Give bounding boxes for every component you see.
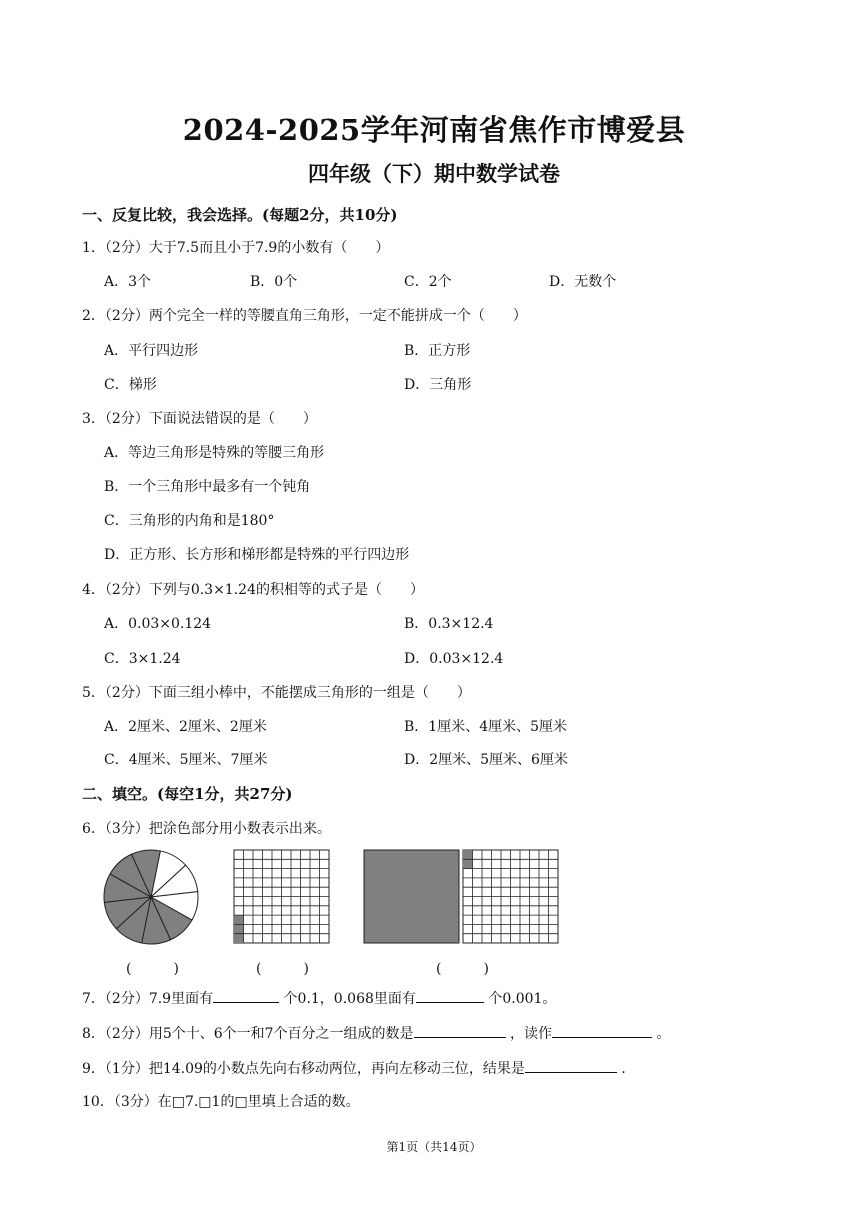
page-title: 2024-2025学年河南省焦作市博爱县	[182, 113, 686, 147]
question-8	[82, 1023, 670, 1043]
shaded-cell	[234, 924, 244, 933]
question-10-stem: 10．（3分）在□7.□1的□里填上合适的数。	[82, 1094, 360, 1110]
question-9-part2: ．	[621, 1061, 636, 1077]
question-9-part1: 9．（1分）把14.09的小数点先向右移动两位，再向左移动三位，结果是	[82, 1061, 525, 1077]
question-3-option-b: B．一个三角形中最多有一个钝角	[104, 479, 311, 495]
question-1-option-b: B．0个	[250, 274, 298, 290]
question-3-stem: 3．（2分）下面说法错误的是（ ）	[82, 411, 317, 427]
question-1-option-a: A．3个	[104, 274, 152, 290]
question-4-option-c: C．3×1.24	[104, 651, 181, 667]
question-6-stem: 6．（3分）把涂色部分用小数表示出来。	[82, 821, 331, 837]
question-5-stem: 5．（2分）下面三组小棒中，不能摆成三角形的一组是（ ）	[82, 685, 471, 701]
grid-figure-2	[462, 849, 559, 944]
question-8-blank-2[interactable]	[552, 1023, 652, 1038]
answer-paren-1: ( )	[126, 961, 179, 977]
question-2-option-a: A．平行四边形	[104, 343, 199, 359]
question-9	[82, 1058, 635, 1078]
question-4-option-d: D．0.03×12.4	[404, 651, 504, 667]
question-4-option-b: B．0.3×12.4	[404, 616, 494, 632]
question-3-option-a: A．等边三角形是特殊的等腰三角形	[104, 445, 325, 461]
question-2-option-c: C．梯形	[104, 377, 157, 393]
question-1-option-c: C．2个	[404, 274, 452, 290]
question-5-option-c: C．4厘米、5厘米、7厘米	[104, 752, 268, 768]
question-2-option-b: B．正方形	[404, 343, 471, 359]
question-7-part3: 个0.001。	[488, 991, 557, 1007]
shaded-cell	[234, 915, 244, 924]
pie-figure	[100, 848, 202, 946]
question-9-blank[interactable]	[525, 1058, 617, 1073]
section-title-2: 二、填空。(每空1分，共27分)	[82, 785, 293, 803]
question-8-blank-1[interactable]	[414, 1023, 506, 1038]
question-7-part2: 个0.1，0.068里面有	[283, 991, 416, 1007]
section-title-1: 一、反复比较，我会选择。(每题2分，共10分)	[82, 206, 398, 224]
answer-paren-3: ( )	[436, 961, 489, 977]
question-5-option-d: D．2厘米、5厘米、6厘米	[404, 752, 568, 768]
question-7-blank-2[interactable]	[416, 988, 484, 1003]
question-1-option-d: D．无数个	[549, 274, 617, 290]
question-8-part3: 。	[656, 1026, 671, 1042]
question-8-part2: ，读作	[510, 1026, 552, 1042]
question-5-option-b: B．1厘米、4厘米、5厘米	[404, 719, 568, 735]
question-1-stem: 1．（2分）大于7.5而且小于7.9的小数有（ ）	[82, 240, 390, 256]
page-footer: 第1页（共14页）	[386, 1140, 482, 1154]
shaded-square	[364, 850, 459, 943]
shaded-cell	[234, 934, 244, 943]
question-7-blank-1[interactable]	[213, 988, 279, 1003]
question-4-stem: 4．（2分）下列与0.3×1.24的积相等的式子是（ ）	[82, 582, 424, 598]
question-5-option-a: A．2厘米、2厘米、2厘米	[104, 719, 267, 735]
question-2-stem: 2．（2分）两个完全一样的等腰直角三角形，一定不能拼成一个（ ）	[82, 308, 527, 324]
question-7	[82, 988, 556, 1008]
question-7-part1: 7．（2分）7.9里面有	[82, 991, 214, 1007]
question-4-option-a: A．0.03×0.124	[104, 616, 212, 632]
question-8-part1: 8．（2分）用5个十、6个一和7个百分之一组成的数是	[82, 1026, 414, 1042]
answer-paren-2: ( )	[256, 961, 309, 977]
question-3-option-c: C．三角形的内角和是180°	[104, 513, 275, 529]
shaded-square-figure	[363, 849, 460, 944]
question-2-option-d: D．三角形	[404, 377, 472, 393]
page-subtitle: 四年级（下）期中数学试卷	[308, 161, 560, 186]
shaded-cell	[463, 850, 473, 859]
shaded-cell	[463, 859, 473, 868]
question-3-option-d: D．正方形、长方形和梯形都是特殊的平行四边形	[104, 547, 410, 563]
grid-figure-1	[233, 849, 330, 944]
